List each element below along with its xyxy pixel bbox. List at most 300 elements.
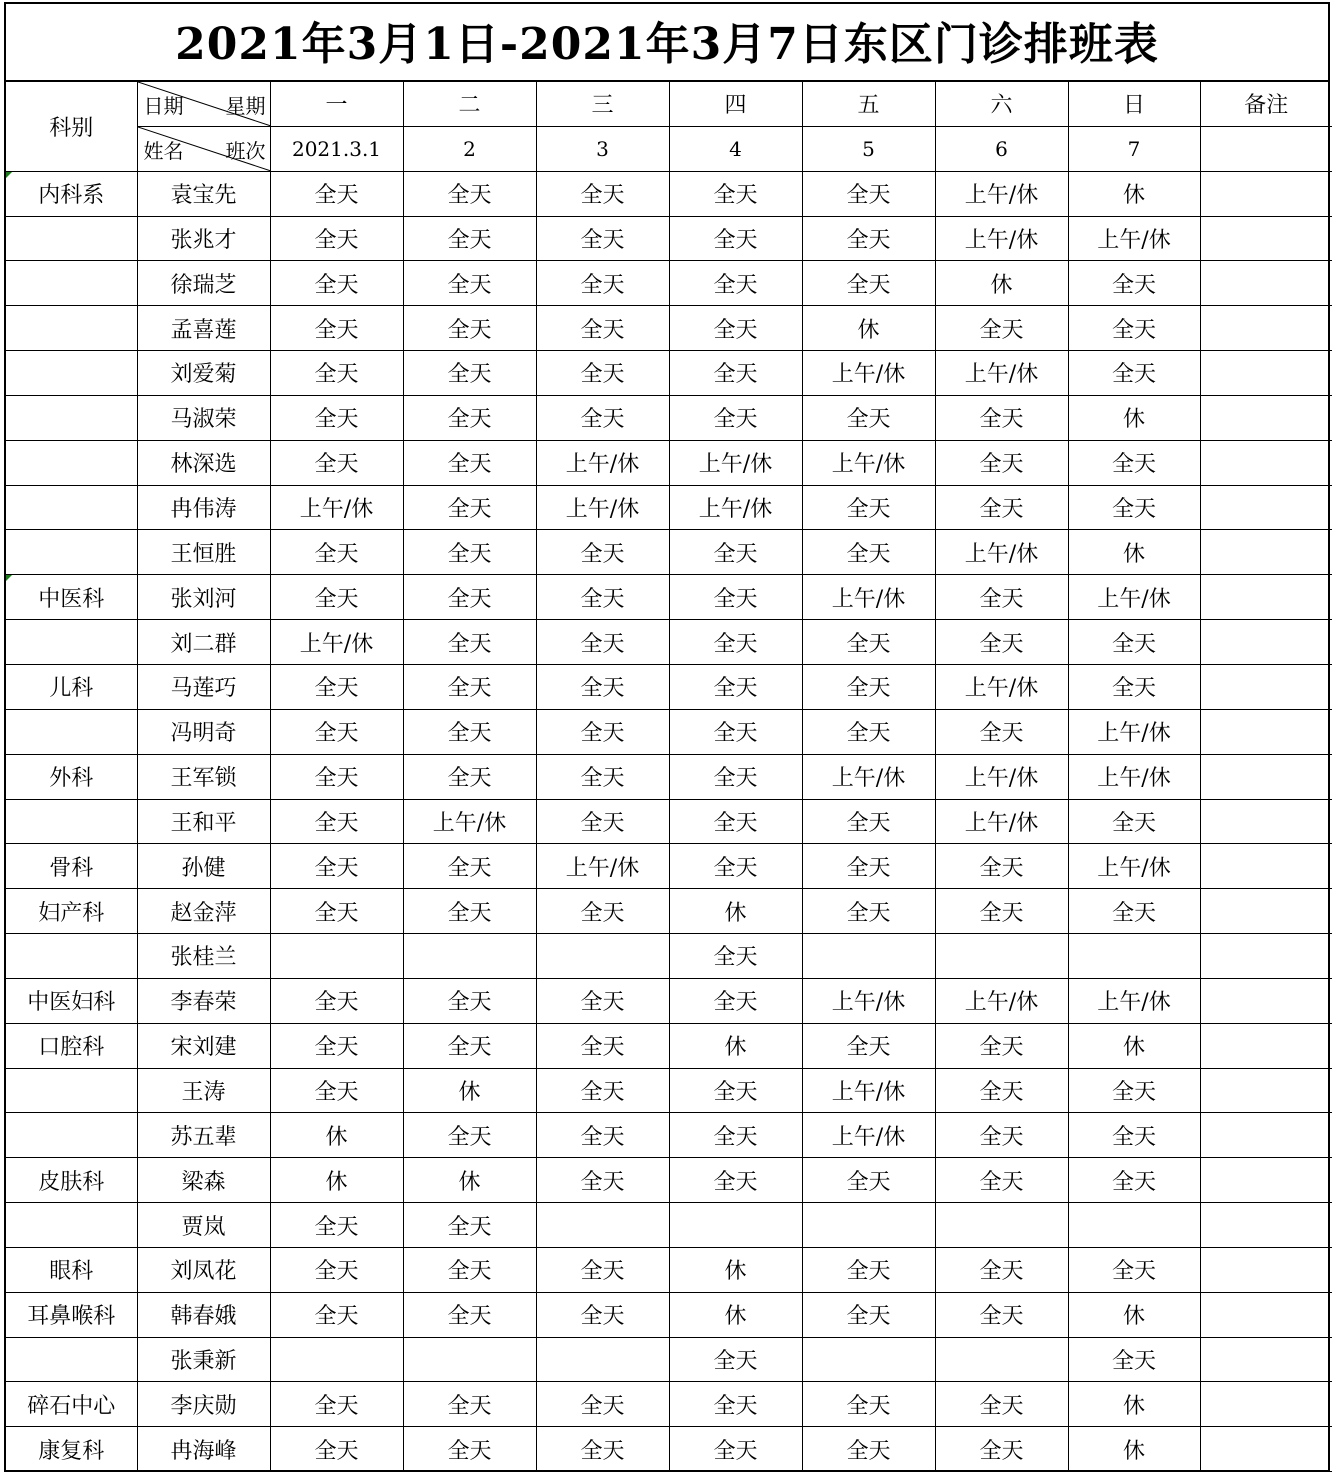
- shift-cell: 全天: [536, 1113, 669, 1158]
- remark-cell: [1200, 978, 1332, 1023]
- name-shift-diag-header: [137, 126, 270, 171]
- weekday-header: 三: [536, 82, 669, 126]
- shift-cell: 上午/休: [802, 1068, 935, 1113]
- shift-cell: 上午/休: [536, 844, 669, 889]
- shift-cell: 全天: [403, 530, 536, 575]
- doctor-name-cell: 刘爱菊: [137, 351, 270, 396]
- shift-cell: 全天: [935, 1023, 1068, 1068]
- shift-cell: [270, 1337, 403, 1382]
- shift-cell: 全天: [669, 1427, 802, 1472]
- remark-cell: [1200, 1337, 1332, 1382]
- shift-cell: 休: [270, 1113, 403, 1158]
- weekday-header: 日: [1068, 82, 1200, 126]
- remark-cell: [1200, 1427, 1332, 1472]
- shift-cell: 上午/休: [270, 485, 403, 530]
- shift-cell: 全天: [536, 216, 669, 261]
- dept-cell: [6, 620, 137, 665]
- shift-cell: 上午/休: [802, 978, 935, 1023]
- shift-cell: 上午/休: [802, 754, 935, 799]
- diag-date-label: 日期: [143, 94, 184, 118]
- dept-cell: [6, 351, 137, 396]
- shift-cell: 全天: [802, 171, 935, 216]
- shift-cell: 上午/休: [1068, 575, 1200, 620]
- dept-cell: 皮肤科: [6, 1158, 137, 1203]
- shift-cell: 全天: [403, 1113, 536, 1158]
- shift-cell: 全天: [536, 978, 669, 1023]
- shift-cell: 休: [1068, 395, 1200, 440]
- shift-cell: 全天: [270, 709, 403, 754]
- schedule-row: [6, 1337, 1332, 1382]
- weekday-header: 一: [270, 82, 403, 126]
- shift-cell: [802, 1203, 935, 1248]
- shift-cell: 全天: [669, 844, 802, 889]
- schedule-row: [6, 1158, 1332, 1203]
- remark-cell: [1200, 1158, 1332, 1203]
- shift-cell: 全天: [536, 1382, 669, 1427]
- shift-cell: 全天: [270, 440, 403, 485]
- shift-cell: 全天: [802, 1292, 935, 1337]
- diag-shift-label: 班次: [225, 138, 266, 163]
- schedule-row: [6, 1068, 1332, 1113]
- shift-cell: 上午/休: [270, 620, 403, 665]
- shift-cell: 全天: [270, 530, 403, 575]
- shift-cell: 全天: [1068, 1113, 1200, 1158]
- dept-cell: [6, 485, 137, 530]
- shift-cell: 全天: [669, 620, 802, 665]
- date-header: 2: [403, 126, 536, 171]
- shift-cell: 全天: [1068, 1247, 1200, 1292]
- shift-cell: 上午/休: [1068, 709, 1200, 754]
- shift-cell: [935, 1203, 1068, 1248]
- dept-cell: [6, 799, 137, 844]
- schedule-row: [6, 575, 1332, 620]
- schedule-sheet: [4, 2, 1330, 1472]
- date-header: 2021.3.1: [270, 126, 403, 171]
- shift-cell: 全天: [935, 1068, 1068, 1113]
- shift-cell: 休: [403, 1158, 536, 1203]
- shift-cell: [270, 934, 403, 979]
- remark-cell: [1200, 889, 1332, 934]
- dept-cell: 儿科: [6, 664, 137, 709]
- doctor-name-cell: 苏五辈: [137, 1113, 270, 1158]
- date-header: 5: [802, 126, 935, 171]
- shift-cell: 全天: [935, 1427, 1068, 1472]
- shift-cell: 全天: [1068, 799, 1200, 844]
- shift-cell: 全天: [669, 216, 802, 261]
- remark-cell: [1200, 1068, 1332, 1113]
- shift-cell: 全天: [270, 754, 403, 799]
- shift-cell: 全天: [669, 1337, 802, 1382]
- date-header: 7: [1068, 126, 1200, 171]
- shift-cell: 全天: [802, 844, 935, 889]
- schedule-row: [6, 1203, 1332, 1248]
- shift-cell: 上午/休: [935, 754, 1068, 799]
- shift-cell: 全天: [536, 799, 669, 844]
- doctor-name-cell: 韩春娥: [137, 1292, 270, 1337]
- shift-cell: 全天: [536, 1292, 669, 1337]
- shift-cell: 全天: [403, 395, 536, 440]
- shift-cell: [536, 1203, 669, 1248]
- dept-cell: 眼科: [6, 1247, 137, 1292]
- shift-cell: 全天: [802, 1427, 935, 1472]
- date-header: 4: [669, 126, 802, 171]
- shift-cell: 全天: [669, 1068, 802, 1113]
- schedule-row: [6, 709, 1332, 754]
- doctor-name-cell: 赵金萍: [137, 889, 270, 934]
- schedule-row: [6, 620, 1332, 665]
- shift-cell: 全天: [536, 395, 669, 440]
- schedule-row: [6, 395, 1332, 440]
- shift-cell: 上午/休: [935, 978, 1068, 1023]
- dept-cell: [6, 530, 137, 575]
- shift-cell: 全天: [802, 889, 935, 934]
- doctor-name-cell: 贾岚: [137, 1203, 270, 1248]
- shift-cell: 全天: [270, 1203, 403, 1248]
- shift-cell: 全天: [802, 1158, 935, 1203]
- shift-cell: 全天: [536, 1023, 669, 1068]
- shift-cell: 全天: [403, 306, 536, 351]
- shift-cell: 全天: [802, 485, 935, 530]
- shift-cell: 休: [403, 1068, 536, 1113]
- shift-cell: 全天: [935, 1292, 1068, 1337]
- remark-cell: [1200, 844, 1332, 889]
- remark-cell: [1200, 440, 1332, 485]
- weekday-header: 四: [669, 82, 802, 126]
- shift-cell: 全天: [669, 754, 802, 799]
- shift-cell: 全天: [536, 306, 669, 351]
- weekday-header: 六: [935, 82, 1068, 126]
- shift-cell: 全天: [403, 620, 536, 665]
- remark-cell: [1200, 261, 1332, 306]
- shift-cell: 上午/休: [802, 1113, 935, 1158]
- weekday-header: 五: [802, 82, 935, 126]
- shift-cell: 全天: [403, 978, 536, 1023]
- shift-cell: 全天: [1068, 1337, 1200, 1382]
- shift-cell: 上午/休: [1068, 216, 1200, 261]
- remark-cell: [1200, 934, 1332, 979]
- shift-cell: 全天: [1068, 261, 1200, 306]
- shift-cell: 全天: [802, 1382, 935, 1427]
- shift-cell: 全天: [669, 171, 802, 216]
- shift-cell: 全天: [403, 1382, 536, 1427]
- shift-cell: 全天: [270, 1427, 403, 1472]
- shift-cell: 全天: [536, 664, 669, 709]
- shift-cell: 全天: [935, 575, 1068, 620]
- shift-cell: 休: [1068, 1292, 1200, 1337]
- shift-cell: 全天: [669, 395, 802, 440]
- schedule-row: [6, 440, 1332, 485]
- shift-cell: 休: [1068, 530, 1200, 575]
- remark-cell: [1200, 530, 1332, 575]
- shift-cell: [1068, 934, 1200, 979]
- shift-cell: 全天: [935, 1382, 1068, 1427]
- shift-cell: 全天: [935, 395, 1068, 440]
- doctor-name-cell: 王恒胜: [137, 530, 270, 575]
- shift-cell: [1068, 1203, 1200, 1248]
- shift-cell: 全天: [536, 575, 669, 620]
- shift-cell: 全天: [935, 1247, 1068, 1292]
- doctor-name-cell: 张桂兰: [137, 934, 270, 979]
- dept-cell: 外科: [6, 754, 137, 799]
- shift-cell: 全天: [270, 1382, 403, 1427]
- remark-cell: [1200, 351, 1332, 396]
- shift-cell: 全天: [270, 575, 403, 620]
- dept-cell: 碎石中心: [6, 1382, 137, 1427]
- shift-cell: 休: [1068, 1427, 1200, 1472]
- shift-cell: 全天: [403, 754, 536, 799]
- schedule-row: [6, 934, 1332, 979]
- schedule-row: [6, 171, 1332, 216]
- shift-cell: [802, 934, 935, 979]
- shift-cell: 全天: [403, 351, 536, 396]
- shift-cell: 全天: [270, 171, 403, 216]
- shift-cell: 上午/休: [935, 530, 1068, 575]
- remark-cell: [1200, 620, 1332, 665]
- shift-cell: 全天: [270, 664, 403, 709]
- shift-cell: 全天: [802, 1023, 935, 1068]
- shift-cell: 全天: [669, 575, 802, 620]
- doctor-name-cell: 王和平: [137, 799, 270, 844]
- shift-cell: 全天: [1068, 351, 1200, 396]
- remark-cell: [1200, 575, 1332, 620]
- dept-cell: [6, 395, 137, 440]
- shift-cell: 全天: [270, 978, 403, 1023]
- shift-cell: 全天: [270, 216, 403, 261]
- shift-cell: 全天: [802, 620, 935, 665]
- shift-cell: 全天: [403, 1203, 536, 1248]
- diag-name-label: 姓名: [143, 138, 184, 163]
- shift-cell: 全天: [270, 844, 403, 889]
- shift-cell: 全天: [403, 1427, 536, 1472]
- shift-cell: 全天: [669, 530, 802, 575]
- schedule-row: [6, 1427, 1332, 1472]
- dept-cell: [6, 934, 137, 979]
- remark-cell: [1200, 171, 1332, 216]
- schedule-row: [6, 799, 1332, 844]
- shift-cell: 全天: [270, 1068, 403, 1113]
- remark-cell: [1200, 1292, 1332, 1337]
- shift-cell: 上午/休: [935, 216, 1068, 261]
- remark-cell: [1200, 1023, 1332, 1068]
- shift-cell: 全天: [403, 844, 536, 889]
- shift-cell: 全天: [536, 754, 669, 799]
- shift-cell: 上午/休: [1068, 978, 1200, 1023]
- dept-cell: 骨科: [6, 844, 137, 889]
- shift-cell: 全天: [935, 1113, 1068, 1158]
- remark-cell: [1200, 1113, 1332, 1158]
- shift-cell: 全天: [403, 575, 536, 620]
- date-weekday-diag-header: [137, 82, 270, 126]
- diag-weekday-label: 星期: [225, 94, 266, 118]
- shift-cell: 全天: [536, 709, 669, 754]
- shift-cell: 全天: [669, 934, 802, 979]
- shift-cell: 全天: [270, 1247, 403, 1292]
- doctor-name-cell: 马淑荣: [137, 395, 270, 440]
- shift-cell: 全天: [536, 1247, 669, 1292]
- remark-cell: [1200, 709, 1332, 754]
- dept-cell: [6, 709, 137, 754]
- shift-cell: 全天: [802, 216, 935, 261]
- remark-cell: [1200, 1247, 1332, 1292]
- shift-cell: 全天: [802, 261, 935, 306]
- shift-cell: 休: [669, 1023, 802, 1068]
- doctor-name-cell: 宋刘建: [137, 1023, 270, 1068]
- doctor-name-cell: 孙健: [137, 844, 270, 889]
- header-row-date: [6, 126, 1332, 171]
- shift-cell: 全天: [270, 799, 403, 844]
- shift-cell: 上午/休: [536, 440, 669, 485]
- dept-header: 科别: [6, 82, 137, 171]
- shift-cell: 休: [1068, 171, 1200, 216]
- shift-cell: 上午/休: [802, 575, 935, 620]
- shift-cell: 全天: [802, 530, 935, 575]
- shift-cell: 休: [935, 261, 1068, 306]
- shift-cell: 全天: [935, 620, 1068, 665]
- dept-cell: [6, 1068, 137, 1113]
- shift-cell: 全天: [669, 664, 802, 709]
- remark-header-blank: [1200, 126, 1332, 171]
- remark-cell: [1200, 1382, 1332, 1427]
- shift-cell: 上午/休: [935, 664, 1068, 709]
- shift-cell: 休: [802, 306, 935, 351]
- shift-cell: 上午/休: [669, 440, 802, 485]
- dept-cell: [6, 261, 137, 306]
- schedule-row: [6, 485, 1332, 530]
- shift-cell: 全天: [536, 1427, 669, 1472]
- doctor-name-cell: 马莲巧: [137, 664, 270, 709]
- dept-cell: 内科系: [6, 171, 137, 216]
- dept-cell: 中医科: [6, 575, 137, 620]
- shift-cell: 全天: [1068, 620, 1200, 665]
- schedule-row: [6, 1292, 1332, 1337]
- shift-cell: 全天: [270, 351, 403, 396]
- date-header: 6: [935, 126, 1068, 171]
- date-header: 3: [536, 126, 669, 171]
- shift-cell: 休: [669, 1292, 802, 1337]
- schedule-row: [6, 754, 1332, 799]
- cell-comment-marker: [6, 172, 12, 178]
- weekday-header: 二: [403, 82, 536, 126]
- doctor-name-cell: 张刘河: [137, 575, 270, 620]
- doctor-name-cell: 王军锁: [137, 754, 270, 799]
- shift-cell: 全天: [802, 395, 935, 440]
- shift-cell: 全天: [935, 306, 1068, 351]
- shift-cell: 上午/休: [802, 440, 935, 485]
- dept-cell: [6, 1113, 137, 1158]
- cell-comment-marker: [6, 575, 12, 581]
- doctor-name-cell: 徐瑞芝: [137, 261, 270, 306]
- shift-cell: 全天: [536, 1158, 669, 1203]
- shift-cell: 休: [1068, 1023, 1200, 1068]
- shift-cell: 全天: [403, 261, 536, 306]
- doctor-name-cell: 袁宝先: [137, 171, 270, 216]
- dept-cell: 康复科: [6, 1427, 137, 1472]
- shift-cell: 上午/休: [935, 351, 1068, 396]
- shift-cell: 全天: [403, 664, 536, 709]
- shift-cell: 全天: [935, 1158, 1068, 1203]
- shift-cell: 上午/休: [935, 799, 1068, 844]
- dept-cell: [6, 440, 137, 485]
- shift-cell: 全天: [935, 889, 1068, 934]
- doctor-name-cell: 冯明奇: [137, 709, 270, 754]
- shift-cell: 全天: [536, 171, 669, 216]
- schedule-row: [6, 978, 1332, 1023]
- shift-cell: 全天: [669, 1158, 802, 1203]
- shift-cell: 全天: [270, 261, 403, 306]
- remark-cell: [1200, 799, 1332, 844]
- header-row-weekday: [6, 82, 1332, 126]
- dept-cell: [6, 216, 137, 261]
- doctor-name-cell: 冉伟涛: [137, 485, 270, 530]
- shift-cell: 休: [270, 1158, 403, 1203]
- shift-cell: 全天: [403, 1247, 536, 1292]
- dept-cell: 口腔科: [6, 1023, 137, 1068]
- shift-cell: 全天: [669, 306, 802, 351]
- shift-cell: [403, 934, 536, 979]
- shift-cell: 全天: [669, 978, 802, 1023]
- shift-cell: 全天: [403, 485, 536, 530]
- remark-cell: [1200, 216, 1332, 261]
- remark-cell: [1200, 395, 1332, 440]
- shift-cell: 全天: [1068, 440, 1200, 485]
- shift-cell: 全天: [669, 351, 802, 396]
- shift-cell: 全天: [935, 709, 1068, 754]
- shift-cell: 全天: [536, 351, 669, 396]
- remark-header: 备注: [1200, 82, 1332, 126]
- dept-cell: [6, 306, 137, 351]
- schedule-row: [6, 530, 1332, 575]
- shift-cell: 全天: [669, 1382, 802, 1427]
- doctor-name-cell: 刘二群: [137, 620, 270, 665]
- schedule-row: [6, 1113, 1332, 1158]
- schedule-row: [6, 889, 1332, 934]
- page-title: 2021年3月1日-2021年3月7日东区门诊排班表: [6, 4, 1328, 82]
- shift-cell: 休: [669, 1247, 802, 1292]
- shift-cell: 休: [669, 889, 802, 934]
- shift-cell: 全天: [669, 709, 802, 754]
- shift-cell: 全天: [669, 1113, 802, 1158]
- doctor-name-cell: 林深选: [137, 440, 270, 485]
- shift-cell: 全天: [935, 844, 1068, 889]
- shift-cell: 全天: [536, 1068, 669, 1113]
- schedule-row: [6, 664, 1332, 709]
- shift-cell: 全天: [403, 1292, 536, 1337]
- shift-cell: 全天: [403, 216, 536, 261]
- doctor-name-cell: 李庆勋: [137, 1382, 270, 1427]
- doctor-name-cell: 孟喜莲: [137, 306, 270, 351]
- shift-cell: 全天: [1068, 1068, 1200, 1113]
- schedule-table: [6, 82, 1332, 1472]
- shift-cell: 全天: [802, 799, 935, 844]
- doctor-name-cell: 王涛: [137, 1068, 270, 1113]
- shift-cell: [935, 1337, 1068, 1382]
- dept-cell: 耳鼻喉科: [6, 1292, 137, 1337]
- shift-cell: 全天: [270, 395, 403, 440]
- shift-cell: 全天: [1068, 306, 1200, 351]
- shift-cell: [802, 1337, 935, 1382]
- shift-cell: 全天: [802, 664, 935, 709]
- doctor-name-cell: 李春荣: [137, 978, 270, 1023]
- shift-cell: 全天: [935, 485, 1068, 530]
- schedule-row: [6, 261, 1332, 306]
- dept-cell: 中医妇科: [6, 978, 137, 1023]
- schedule-row: [6, 1247, 1332, 1292]
- shift-cell: 上午/休: [1068, 844, 1200, 889]
- schedule-row: [6, 351, 1332, 396]
- shift-cell: 全天: [1068, 889, 1200, 934]
- doctor-name-cell: 张秉新: [137, 1337, 270, 1382]
- schedule-row: [6, 1382, 1332, 1427]
